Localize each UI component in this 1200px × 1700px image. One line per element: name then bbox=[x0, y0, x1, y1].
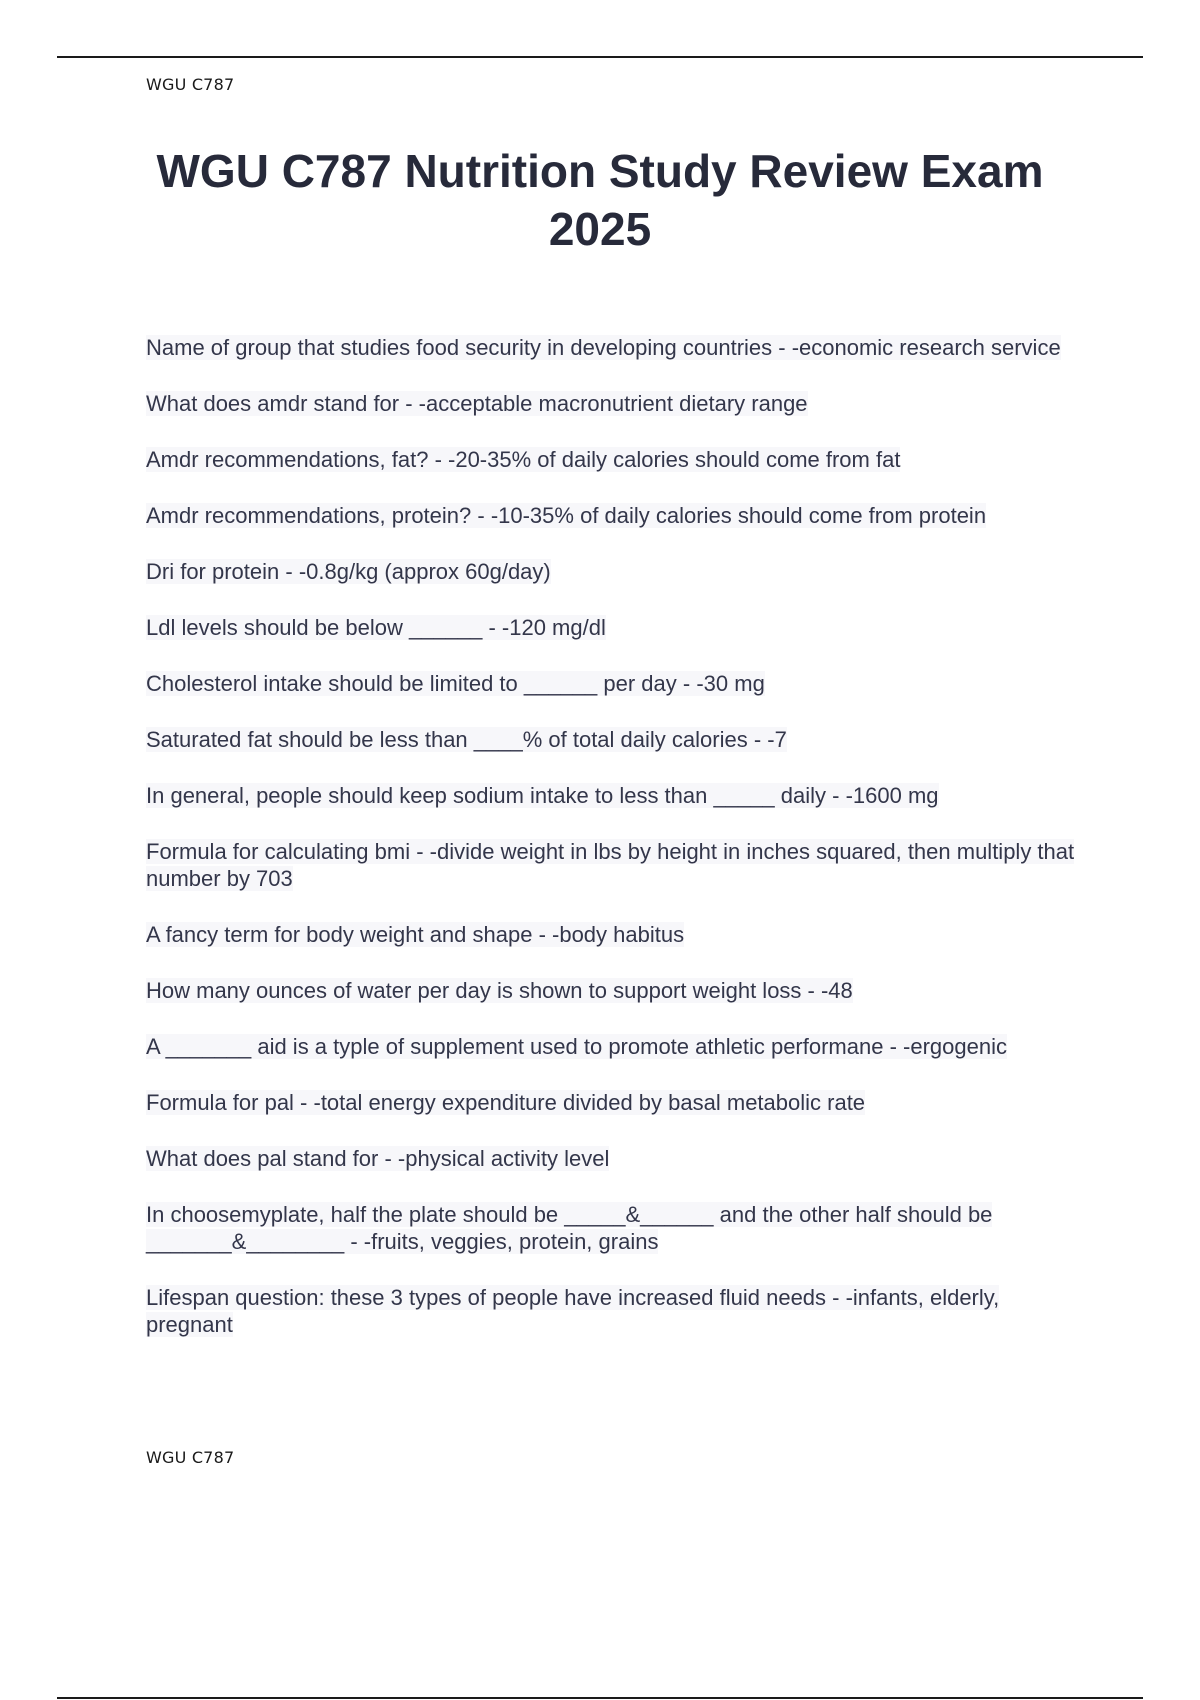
qa-item bbox=[146, 334, 1086, 361]
qa-item bbox=[146, 446, 1086, 473]
qa-item bbox=[146, 390, 1086, 417]
qa-item-text: What does amdr stand for - -acceptable macronutrient dietary range bbox=[146, 391, 808, 416]
qa-item-text: How many ounces of water per day is shown to support weight loss - -48 bbox=[146, 978, 853, 1003]
qa-item-text: In general, people should keep sodium intake to less than _____ daily - -1600 mg bbox=[146, 783, 939, 808]
qa-item-text: Dri for protein - -0.8g/kg (approx 60g/day) bbox=[146, 559, 551, 584]
qa-item bbox=[146, 1201, 1086, 1255]
qa-list bbox=[146, 334, 1086, 1367]
qa-item-text: Amdr recommendations, fat? - -20-35% of daily calories should come from fat bbox=[146, 447, 901, 472]
qa-item-text: A _______ aid is a typle of supplement used to promote athletic performane - -ergogenic bbox=[146, 1034, 1007, 1059]
bottom-rule bbox=[57, 1697, 1143, 1699]
qa-item bbox=[146, 502, 1086, 529]
qa-item bbox=[146, 558, 1086, 585]
qa-item bbox=[146, 977, 1086, 1004]
qa-item bbox=[146, 1033, 1086, 1060]
qa-item bbox=[146, 782, 1086, 809]
qa-item bbox=[146, 1145, 1086, 1172]
qa-item bbox=[146, 726, 1086, 753]
running-header: WGU C787 bbox=[146, 75, 235, 94]
qa-item bbox=[146, 1284, 1086, 1338]
qa-item-text: Ldl levels should be below ______ - -120 mg/dl bbox=[146, 615, 606, 640]
qa-item bbox=[146, 1089, 1086, 1116]
qa-item-text: Name of group that studies food security in developing countries - -economic research service bbox=[146, 335, 1061, 360]
qa-item-text: Saturated fat should be less than ____% of total daily calories - -7 bbox=[146, 727, 787, 752]
page-title: WGU C787 Nutrition Study Review Exam 2025 bbox=[156, 145, 1044, 255]
qa-item-text: Amdr recommendations, protein? - -10-35% of daily calories should come from protein bbox=[146, 503, 987, 528]
qa-item bbox=[146, 838, 1086, 892]
qa-item-text: Formula for calculating bmi - -divide weight in lbs by height in inches squared, then multiply that number by 703 bbox=[146, 839, 1075, 891]
qa-item-text: Formula for pal - -total energy expenditure divided by basal metabolic rate bbox=[146, 1090, 866, 1115]
qa-item bbox=[146, 921, 1086, 948]
top-rule bbox=[57, 56, 1143, 58]
qa-item bbox=[146, 670, 1086, 697]
qa-item-text: What does pal stand for - -physical activity level bbox=[146, 1146, 610, 1171]
qa-item bbox=[146, 614, 1086, 641]
qa-item-text: Cholesterol intake should be limited to ______ per day - -30 mg bbox=[146, 671, 765, 696]
qa-item-text: A fancy term for body weight and shape - -body habitus bbox=[146, 922, 685, 947]
running-footer: WGU C787 bbox=[146, 1448, 235, 1467]
qa-item-text: In choosemyplate, half the plate should be _____&______ and the other half should be _______&________ - -fruits, veggies, protein, grains bbox=[146, 1202, 993, 1254]
qa-item-text: Lifespan question: these 3 types of people have increased fluid needs - -infants, elderly, pregnant bbox=[146, 1285, 1000, 1337]
